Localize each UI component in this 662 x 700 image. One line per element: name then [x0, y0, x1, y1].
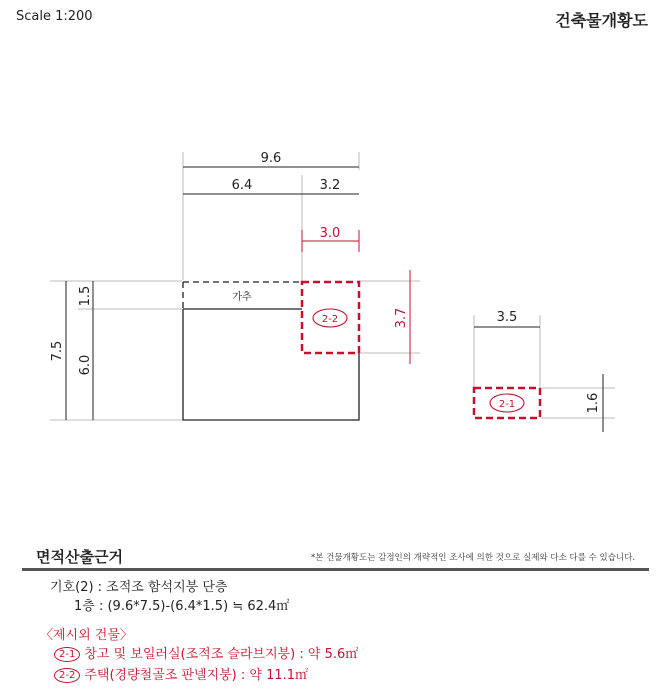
area-calculation: 1층 : (9.6*7.5)-(6.4*1.5) ≒ 62.4㎡: [74, 599, 290, 614]
excluded-item-2-1: [54, 643, 358, 662]
dim-left-lower: 6.0: [78, 354, 93, 376]
excluded-item-2-2: [54, 664, 308, 683]
section-divider: [22, 568, 649, 571]
dim-red-width: 3.0: [319, 226, 341, 241]
dim-top-total: 9.6: [260, 151, 282, 166]
drawing-title: 건축물개황도: [555, 11, 648, 30]
building-2-1-tag: 2-1: [498, 399, 516, 410]
dim-top-right: 3.2: [319, 178, 341, 193]
building-2-2-tag: 2-2: [321, 314, 339, 325]
item-tag-2-1: 2-1: [54, 647, 80, 662]
dim-left-total: 7.5: [50, 340, 65, 362]
item-text-2-1: 창고 및 보일러실(조적조 슬라브지붕) : 약 5.6㎡: [84, 647, 359, 662]
dim-top-left: 6.4: [231, 178, 253, 193]
excluded-buildings-heading: 〈제시외 건물〉: [40, 628, 133, 643]
dim-red-height: 3.7: [394, 307, 409, 329]
section-title: 면적산출근거: [36, 548, 123, 566]
structure-line: 기호(2) : 조적조 함석지붕 단층: [50, 580, 228, 595]
disclaimer-note: *본 건물개황도는 감정인의 개략적인 조사에 의한 것으로 실제와 다소 다를 수 있습니다.: [311, 553, 636, 563]
dim-small-width: 3.5: [496, 310, 518, 325]
item-tag-2-2: 2-2: [54, 668, 80, 683]
annex-label: 가추: [232, 292, 252, 303]
scale-label: Scale 1:200: [16, 9, 93, 24]
item-text-2-2: 주택(경량철골조 판넬지붕) : 약 11.1㎡: [84, 668, 309, 683]
dim-left-upper: 1.5: [78, 285, 93, 307]
dim-small-height: 1.6: [586, 392, 601, 414]
